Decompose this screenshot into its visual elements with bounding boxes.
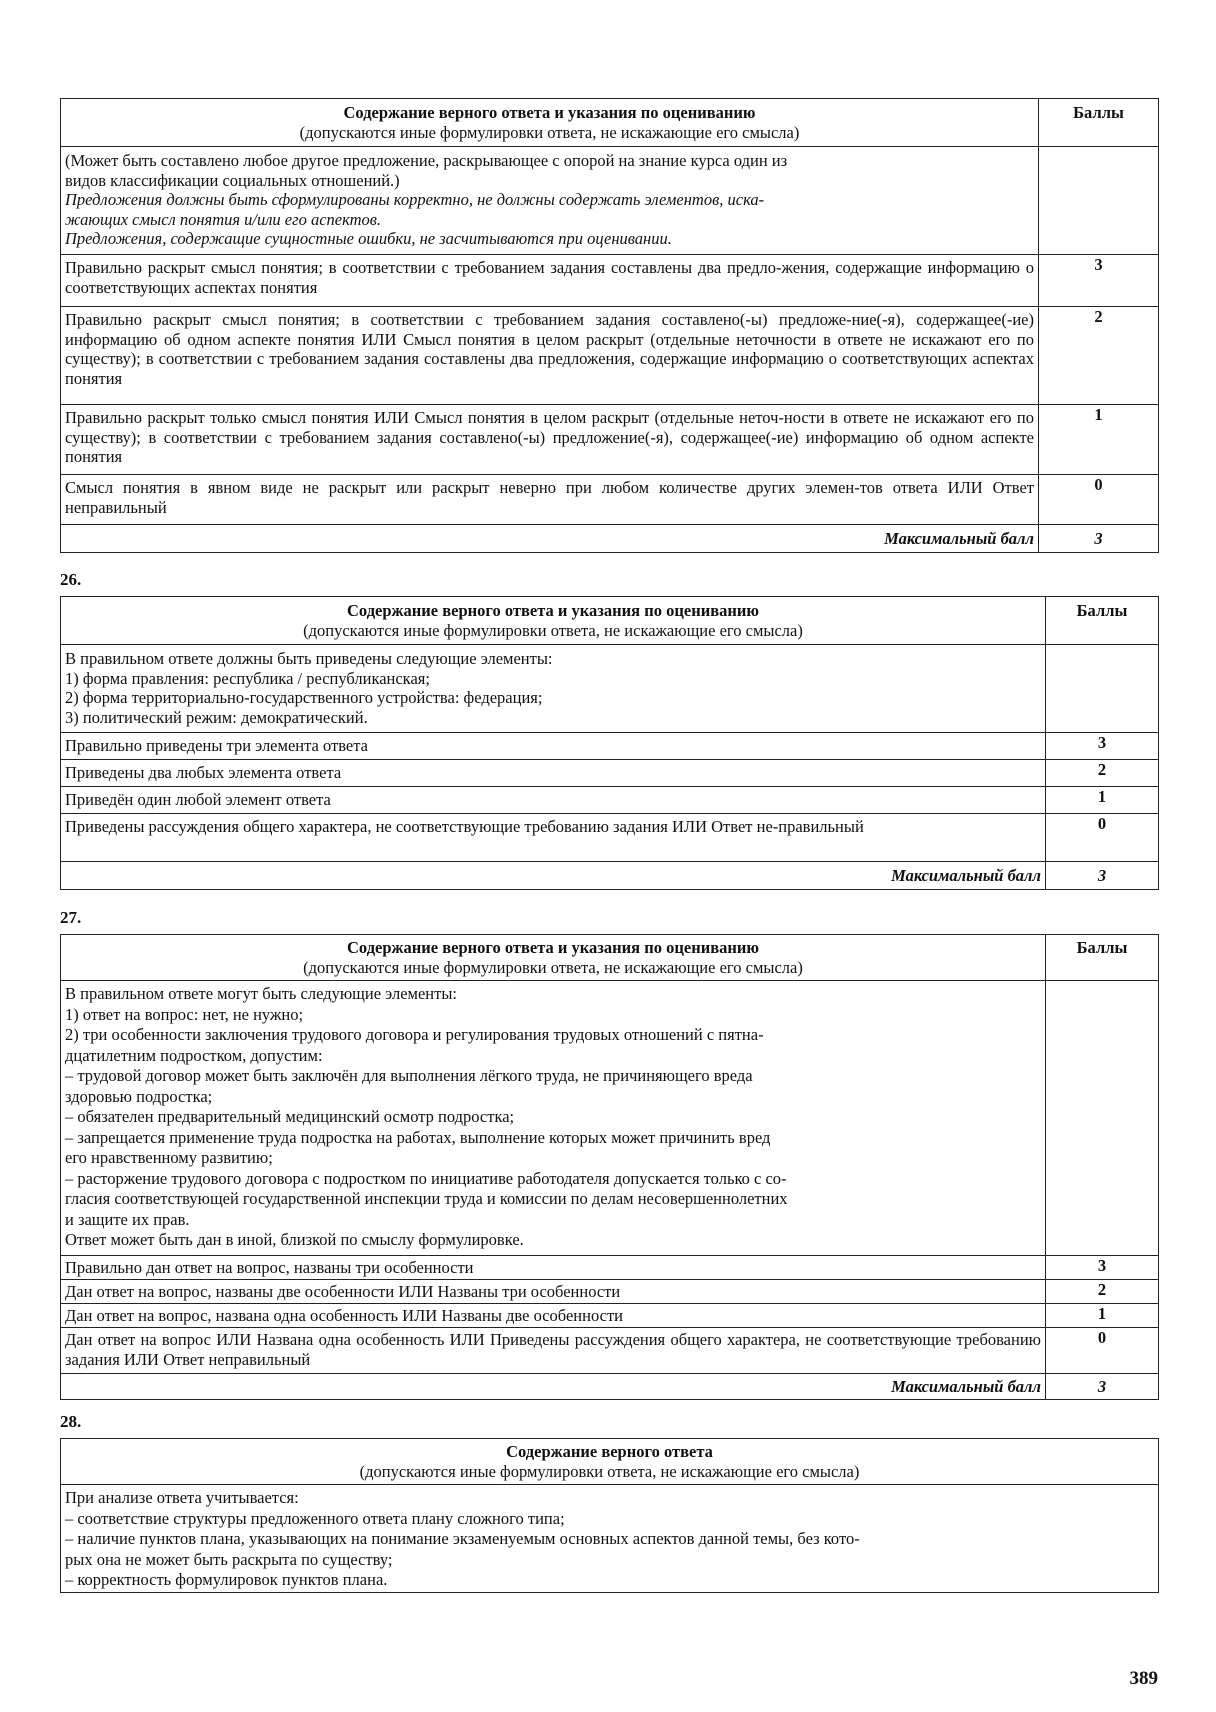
intro-line: 3) политический режим: демократический. <box>65 707 368 727</box>
intro-line: 1) ответ на вопрос: нет, не нужно; <box>65 1004 304 1024</box>
row-text: Правильно раскрыт смысл понятия; в соответствии с требованием задания составлено(-ы) предложе-ние(-я), содержащее(-ие) информацию об одном аспекте понятия ИЛИ Смысл понятия в целом раскрыт (отдельные неточности в ответе не искажают его по существу); в соответствии с требованием задания составлены два предложения, содержащие информацию о соответствующих аспектах понятия <box>61 307 1039 405</box>
header-subtitle: (допускаются иные формулировки ответа, не искажающие его смысла) <box>303 957 803 977</box>
header-subtitle: (допускаются иные формулировки ответа, не искажающие его смысла) <box>299 122 800 142</box>
intro-italic-line: Предложения должны быть сформулированы корректно, не должны содержать элементов, иска- <box>65 190 765 209</box>
body-line: – наличие пунктов плана, указывающих на понимание экзаменуемым основных аспектов данной темы, без кото- <box>65 1529 860 1548</box>
row-text: Приведены рассуждения общего характера, не соответствующие требованию задания ИЛИ Ответ не-правильный <box>61 814 1046 862</box>
row-score: 3 <box>1046 733 1159 760</box>
table-27 <box>60 934 1159 1400</box>
row-text: Смысл понятия в явном виде не раскрыт или раскрыт неверно при любом количестве других элемен-тов ответа ИЛИ Ответ неправильный <box>61 475 1039 525</box>
row-text: Дан ответ на вопрос, названа одна особенность ИЛИ Названы две особенности <box>61 1304 1046 1328</box>
intro-line: видов классификации социальных отношений.) <box>65 170 400 190</box>
body-line: При анализе ответа учитывается: <box>65 1488 299 1507</box>
max-score-value: 3 <box>1046 1374 1159 1400</box>
intro-line: здоровью подростка; <box>65 1086 213 1106</box>
row-score: 2 <box>1039 307 1159 405</box>
row-score: 1 <box>1046 1304 1159 1328</box>
intro-row <box>61 147 1159 255</box>
table-row <box>61 307 1159 405</box>
intro-score-cell <box>1046 645 1159 733</box>
intro-line: дцатилетним подростком, допустим: <box>65 1045 323 1065</box>
row-text: Дан ответ на вопрос, названы две особенности ИЛИ Названы три особенности <box>61 1280 1046 1304</box>
max-score-label: Максимальный балл <box>61 862 1046 890</box>
intro-row <box>61 981 1159 1256</box>
table-25 <box>60 98 1159 553</box>
intro-cell <box>61 645 1046 733</box>
header-score <box>1046 597 1159 645</box>
table-row <box>61 760 1159 787</box>
intro-line: 2) форма территориально-государственного устройства: федерация; <box>65 688 543 707</box>
table-28 <box>60 1438 1159 1593</box>
table-header <box>61 597 1159 645</box>
intro-italic-line: жающих смысл понятия и/или его аспектов. <box>65 209 382 229</box>
intro-cell <box>61 147 1039 255</box>
table-26 <box>60 596 1159 890</box>
table-row <box>61 475 1159 525</box>
table-header <box>61 1439 1159 1485</box>
max-score-value: 3 <box>1039 525 1159 553</box>
header-score <box>1046 935 1159 981</box>
row-text: Правильно приведены три элемента ответа <box>61 733 1046 760</box>
header-title: Содержание верного ответа <box>506 1442 713 1461</box>
header-score <box>1039 99 1159 147</box>
intro-line: его нравственному развитию; <box>65 1148 273 1167</box>
table-row <box>61 1304 1159 1328</box>
row-score: 1 <box>1039 405 1159 475</box>
header-title: Содержание верного ответа и указания по оцениванию <box>343 103 756 122</box>
intro-line: – запрещается применение труда подростка на работах, выполнение которых может причинить вред <box>65 1127 771 1147</box>
header-subtitle: (допускаются иные формулировки ответа, не искажающие его смысла) <box>359 1461 860 1481</box>
row-score: 0 <box>1046 1328 1159 1374</box>
header-subtitle: (допускаются иные формулировки ответа, не искажающие его смысла) <box>303 620 803 640</box>
table-row <box>61 1280 1159 1304</box>
row-text: Приведены два любых элемента ответа <box>61 760 1046 787</box>
table-header <box>61 935 1159 981</box>
header-score-label: Баллы <box>1073 103 1124 122</box>
header-content <box>61 597 1046 645</box>
intro-line: – расторжение трудового договора с подростком по инициативе работодателя допускается только с со- <box>65 1168 787 1188</box>
body-cell <box>61 1485 1159 1593</box>
header-title: Содержание верного ответа и указания по оцениванию <box>347 601 759 620</box>
intro-cell <box>61 981 1046 1256</box>
intro-italic-line: Предложения, содержащие сущностные ошибки, не засчитываются при оценивании. <box>65 229 672 248</box>
body-row <box>61 1485 1159 1593</box>
row-text: Приведён один любой элемент ответа <box>61 787 1046 814</box>
row-score: 0 <box>1039 475 1159 525</box>
page-number: 389 <box>1129 1668 1158 1689</box>
row-score: 1 <box>1046 787 1159 814</box>
table-row <box>61 1328 1159 1374</box>
header-score-label: Баллы <box>1076 601 1128 620</box>
table-row <box>61 405 1159 475</box>
max-row <box>61 862 1159 890</box>
intro-score-cell <box>1046 981 1159 1256</box>
row-text: Правильно дан ответ на вопрос, названы три особенности <box>61 1256 1046 1280</box>
intro-line: В правильном ответе должны быть приведены следующие элементы: <box>65 649 553 668</box>
task-number-28: 28. <box>60 1412 82 1431</box>
max-row <box>61 525 1159 553</box>
intro-line: В правильном ответе могут быть следующие элементы: <box>65 984 457 1003</box>
table-row <box>61 814 1159 862</box>
row-text: Правильно раскрыт только смысл понятия ИЛИ Смысл понятия в целом раскрыт (отдельные неточ-ности в ответе не искажают его по существу); в соответствии с требованием задания составлено(-ы) предложение(-я), содержащее(-ие) информацию об одном аспекте понятия <box>61 405 1039 475</box>
intro-line: и защите их прав. <box>65 1209 190 1229</box>
intro-line: Ответ может быть дан в иной, близкой по смыслу формулировке. <box>65 1230 524 1249</box>
intro-line: 2) три особенности заключения трудового договора и регулирования трудовых отношений с пятна- <box>65 1025 764 1044</box>
max-score-value: 3 <box>1046 862 1159 890</box>
table-row <box>61 1256 1159 1280</box>
body-line: – корректность формулировок пунктов плана. <box>65 1570 388 1589</box>
row-text: Правильно раскрыт смысл понятия; в соответствии с требованием задания составлены два предло-жения, содержащие информацию о соответствующих аспектах понятия <box>61 255 1039 307</box>
table-row <box>61 733 1159 760</box>
intro-line: – обязателен предварительный медицинский осмотр подростка; <box>65 1107 515 1126</box>
max-score-label: Максимальный балл <box>61 525 1039 553</box>
body-line: рых она не может быть раскрыта по существу; <box>65 1549 393 1569</box>
task-number-26: 26. <box>60 570 82 589</box>
max-row <box>61 1374 1159 1400</box>
header-content <box>61 935 1046 981</box>
row-score: 2 <box>1046 760 1159 787</box>
intro-line: – трудовой договор может быть заключён для выполнения лёгкого труда, не причиняющего вреда <box>65 1066 753 1085</box>
intro-line: гласия соответствующей государственной инспекции труда и комиссии по делам несовершеннолетних <box>65 1189 788 1208</box>
row-score: 3 <box>1046 1256 1159 1280</box>
intro-line: 1) форма правления: республика / республиканская; <box>65 668 430 688</box>
header-score-label: Баллы <box>1076 938 1128 957</box>
row-score: 2 <box>1046 1280 1159 1304</box>
table-header <box>61 99 1159 147</box>
header-title: Содержание верного ответа и указания по оцениванию <box>347 938 759 957</box>
body-line: – соответствие структуры предложенного ответа плану сложного типа; <box>65 1508 565 1528</box>
table-row <box>61 255 1159 307</box>
intro-row <box>61 645 1159 733</box>
intro-line: (Может быть составлено любое другое предложение, раскрывающее с опорой на знание курса один из <box>65 151 788 170</box>
row-score: 3 <box>1039 255 1159 307</box>
row-text: Дан ответ на вопрос ИЛИ Названа одна особенность ИЛИ Приведены рассуждения общего характера, не соответствующие требованию задания ИЛИ Ответ неправильный <box>61 1328 1046 1374</box>
intro-score-cell <box>1039 147 1159 255</box>
row-score: 0 <box>1046 814 1159 862</box>
header-content <box>61 99 1039 147</box>
table-row <box>61 787 1159 814</box>
max-score-label: Максимальный балл <box>61 1374 1046 1400</box>
task-number-27: 27. <box>60 908 82 927</box>
header-content <box>61 1439 1159 1485</box>
